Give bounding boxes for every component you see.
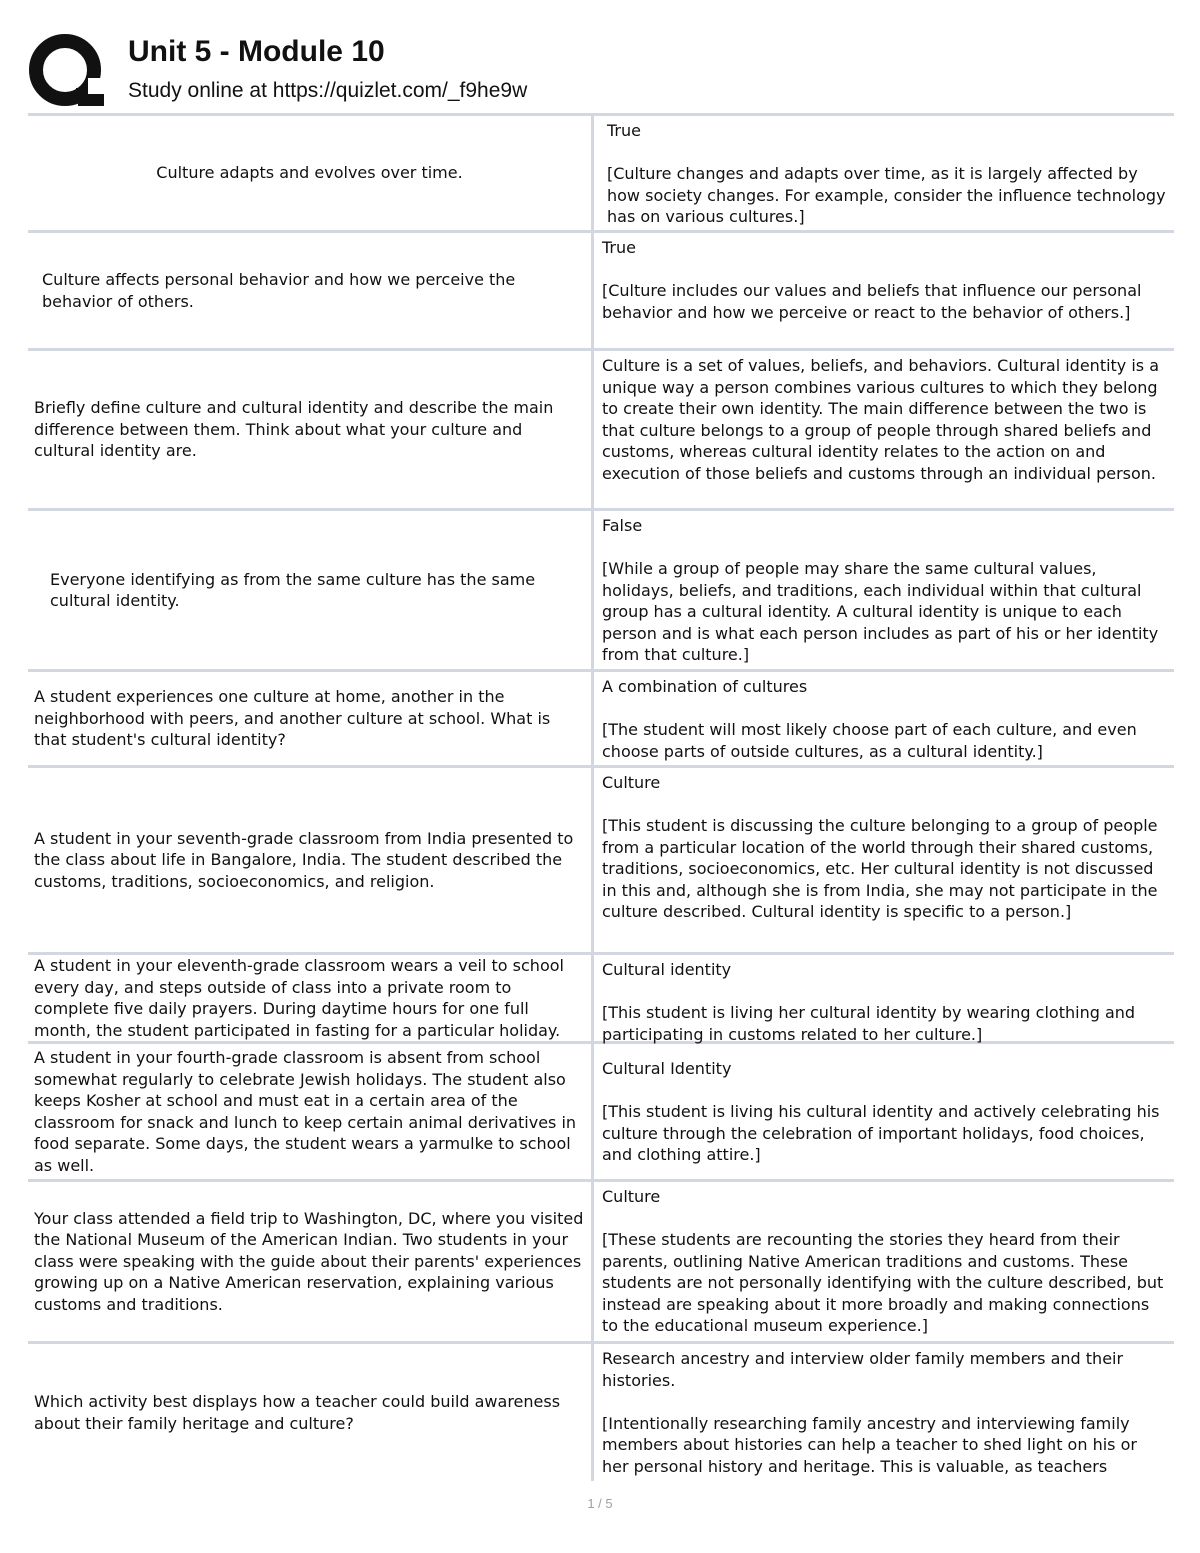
card-row	[28, 348, 1174, 508]
card-row	[28, 1041, 1174, 1179]
card-answer: False	[602, 516, 643, 535]
card-explanation: [This student is living her cultural identity by wearing clothing and participating in customs related to her culture.]	[602, 1003, 1136, 1044]
card-row	[28, 765, 1174, 952]
card-explanation: [Culture changes and adapts over time, as it is largely affected by how society changes. For example, consider the influence technology has on various cultures.]	[607, 164, 1166, 226]
card-explanation: [This student is living his cultural identity and actively celebrating his culture through the celebration of important holidays, food choices, and clothing attire.]	[602, 1102, 1160, 1164]
card-row	[28, 1179, 1174, 1341]
card-answer: Culture	[602, 1187, 661, 1206]
card-definition	[594, 672, 1174, 765]
card-answer: Culture is a set of values, beliefs, and behaviors. Cultural identity is a unique way a person combines various cultures to which they belong to create their own identity. The main difference between the two is that culture belongs to a group of people through shared beliefs and customs, whereas cultural identity relates to the action on and execution of those beliefs and customs through an individual person.	[602, 356, 1160, 483]
card-definition	[594, 1344, 1174, 1481]
card-answer: Research ancestry and interview older family members and their histories.	[602, 1349, 1124, 1390]
card-answer: Cultural identity	[602, 960, 732, 979]
page-title: Unit 5 - Module 10	[128, 35, 385, 68]
card-answer: True	[602, 238, 636, 257]
page-number: 1 / 5	[587, 1496, 613, 1511]
card-term: Briefly define culture and cultural identity and describe the main difference between them. Think about what your culture and cultural identity are.	[28, 351, 594, 508]
card-term: A student in your eleventh-grade classroom wears a veil to school every day, and steps outside of class into a private room to complete five daily prayers. During daytime hours for one full month, the student participated in fasting for a particular holiday.	[28, 955, 594, 1041]
card-row	[28, 952, 1174, 1044]
card-explanation: [Intentionally researching family ancestry and interviewing family members about histories can help a teacher to shed light on his or her personal history and heritage. This is valuable, as teachers	[602, 1413, 1137, 1476]
card-term: Culture affects personal behavior and how we perceive the behavior of others.	[28, 233, 594, 348]
card-term: A student in your seventh-grade classroom from India presented to the class about life in Bangalore, India. The student described the customs, traditions, socioeconomics, and religion.	[28, 768, 594, 952]
flashcard-table	[28, 113, 1174, 1481]
card-definition	[594, 768, 1174, 952]
card-definition	[594, 511, 1174, 669]
card-term: Which activity best displays how a teacher could build awareness about their family heritage and culture?	[28, 1344, 594, 1481]
card-row	[28, 1341, 1174, 1481]
card-term: Your class attended a field trip to Washington, DC, where you visited the National Museum of the American Indian. Two students in your class were speaking with the guide about their parents' experiences growing up on a Native American reservation, explaining various customs and traditions.	[28, 1182, 594, 1341]
card-definition	[594, 1044, 1174, 1179]
card-row	[28, 113, 1174, 230]
card-answer: Cultural Identity	[602, 1059, 732, 1078]
card-row	[28, 508, 1174, 669]
card-explanation: [While a group of people may share the same cultural values, holidays, beliefs, and traditions, each individual within that cultural group has a cultural identity. A cultural identity is unique to each person and is what each person includes as part of his or her identity from that culture.]	[602, 559, 1159, 664]
card-definition	[594, 351, 1174, 508]
card-term: Culture adapts and evolves over time.	[28, 116, 594, 230]
card-term: A student in your fourth-grade classroom is absent from school somewhat regularly to celebrate Jewish holidays. The student also keeps Kosher at school and must eat in a certain area of the classroom for snack and lunch to keep certain animal derivatives in food separate. Some days, the student wears a yarmulke to school as well.	[28, 1044, 594, 1179]
card-explanation: [Culture includes our values and beliefs that influence our personal behavior and how we perceive or react to the behavior of others.]	[602, 281, 1142, 322]
card-answer: True	[607, 121, 641, 140]
card-definition	[594, 233, 1174, 348]
card-explanation: [This student is discussing the culture belonging to a group of people from a particular location of the world through their shared customs, traditions, socioeconomics, etc. Her cultural identity is not discussed in this and, although she is from India, she may not participate in the culture described. Cultural identity is specific to a person.]	[602, 816, 1158, 921]
card-answer: Culture	[602, 773, 661, 792]
page-header	[28, 26, 1178, 108]
page-subtitle: Study online at https://quizlet.com/_f9he9w	[128, 79, 528, 102]
card-explanation: [These students are recounting the stories they heard from their parents, outlining Native American traditions and customs. These students are not personally identifying with the culture described, but instead are speaking about it more broadly and making connections to the educational museum experience.]	[602, 1230, 1164, 1335]
card-explanation: [The student will most likely choose part of each culture, and even choose parts of outside cultures, as a cultural identity.]	[602, 720, 1137, 761]
card-answer: A combination of cultures	[602, 677, 808, 696]
card-definition	[594, 1182, 1174, 1341]
card-definition	[594, 116, 1174, 230]
card-definition	[594, 955, 1174, 1044]
card-term: A student experiences one culture at home, another in the neighborhood with peers, and another culture at school. What is that student's cultural identity?	[28, 672, 594, 765]
card-row	[28, 669, 1174, 765]
card-row	[28, 230, 1174, 348]
quizlet-logo-icon	[28, 32, 106, 110]
card-term: Everyone identifying as from the same culture has the same cultural identity.	[28, 511, 594, 669]
